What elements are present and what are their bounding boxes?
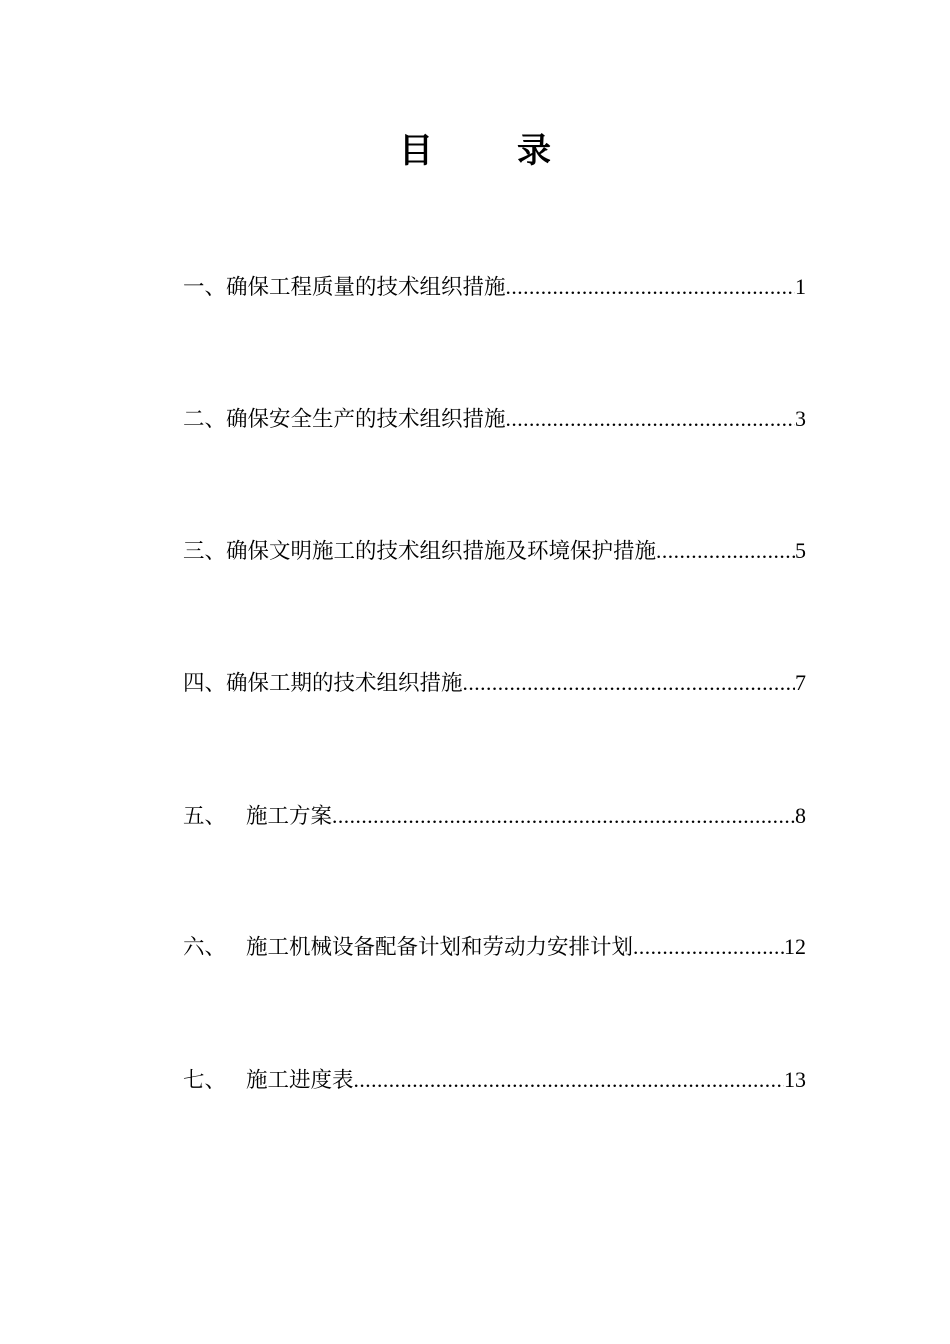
toc-entry-number: 二、 — [183, 407, 227, 432]
toc-entry-text: 确保文明施工的技术组织措施及环境保护措施 — [226, 539, 657, 564]
toc-entry-3[interactable] — [183, 534, 806, 568]
toc-entry-number: 六、 — [183, 935, 227, 960]
toc-entry-page: 7 — [795, 670, 806, 695]
toc-dot-leader — [332, 799, 795, 833]
toc-entry-5[interactable] — [183, 799, 806, 833]
toc-entry-text: 施工机械设备配备计划和劳动力安排计划 — [246, 935, 634, 960]
toc-entry-page: 13 — [784, 1067, 806, 1092]
toc-entry-6[interactable] — [183, 930, 806, 964]
toc-dot-leader — [506, 402, 795, 436]
toc-entry-text: 施工方案 — [246, 804, 333, 829]
toc-dot-leader — [656, 534, 795, 568]
toc-entry-page: 12 — [784, 934, 806, 959]
page-title — [0, 128, 950, 174]
toc-entry-1[interactable] — [183, 270, 806, 304]
toc-entry-7[interactable] — [183, 1063, 806, 1097]
toc-entry-2[interactable] — [183, 402, 806, 436]
toc-entry-4[interactable] — [183, 666, 806, 700]
toc-entry-number: 一、 — [183, 275, 227, 300]
toc-dot-leader — [633, 930, 784, 964]
toc-dot-leader — [354, 1063, 784, 1097]
toc-entry-number: 三、 — [183, 539, 227, 564]
toc-dot-leader — [506, 270, 795, 304]
title-char-right: 录 — [517, 131, 551, 171]
toc-entry-text: 确保工程质量的技术组织措施 — [226, 275, 506, 300]
toc-entry-text: 施工进度表 — [246, 1068, 354, 1093]
title-char-left: 目 — [399, 131, 433, 171]
toc-entry-page: 5 — [795, 538, 806, 563]
toc-entry-number: 五、 — [183, 804, 227, 829]
toc-entry-page: 1 — [795, 274, 806, 299]
toc-entry-number: 四、 — [183, 671, 227, 696]
toc-entry-text: 确保工期的技术组织措施 — [226, 671, 463, 696]
toc-entry-page: 8 — [795, 803, 806, 828]
toc-entry-page: 3 — [795, 406, 806, 431]
toc-entry-text: 确保安全生产的技术组织措施 — [226, 407, 506, 432]
toc-dot-leader — [463, 666, 795, 700]
toc-entry-number: 七、 — [183, 1068, 227, 1093]
